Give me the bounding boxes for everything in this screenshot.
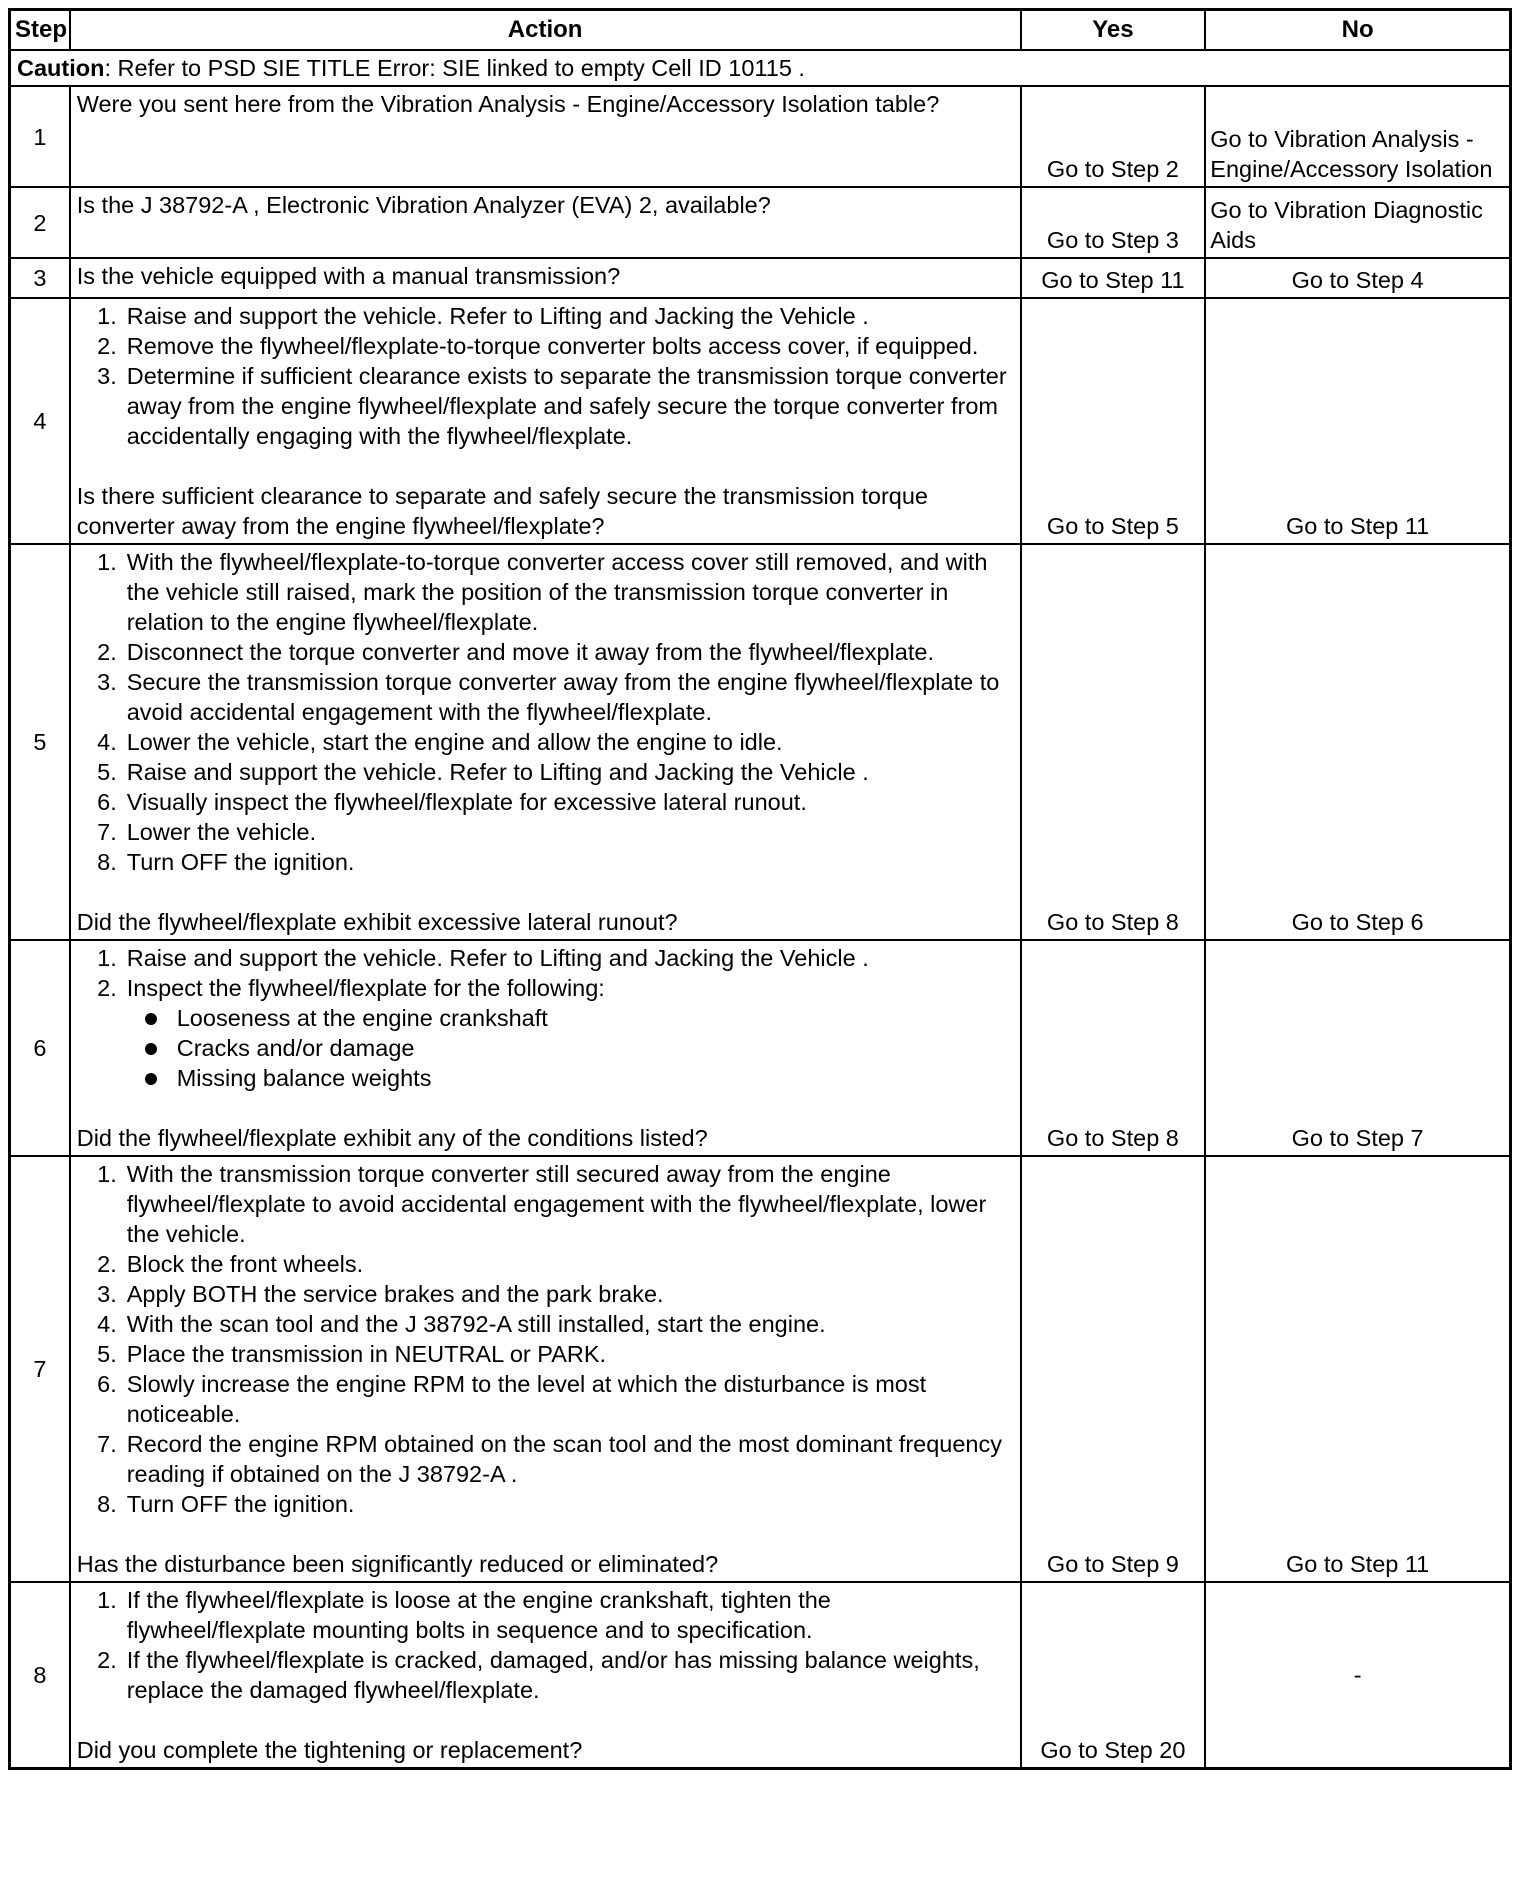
no-cell[interactable]: Go to Step 4 — [1205, 258, 1510, 298]
list-text: Remove the flywheel/flexplate-to-torque converter bolts access cover, if equipped. — [126, 333, 979, 359]
list-item — [77, 973, 1014, 1003]
list-number: 3. — [97, 669, 117, 695]
list-text: Place the transmission in NEUTRAL or PARK. — [126, 1341, 607, 1367]
list-item — [77, 817, 1014, 847]
list-item — [77, 361, 1014, 451]
list-text: Secure the transmission torque converter away from the engine flywheel/flexplate to avoid accidental engagement with the flywheel/flexplate. — [126, 669, 1000, 725]
list-number: 7. — [97, 819, 117, 845]
list-text: Raise and support the vehicle. Refer to Lifting and Jacking the Vehicle . — [126, 945, 869, 971]
list-number: 8. — [97, 849, 117, 875]
header-no: No — [1205, 10, 1510, 51]
list-text: Inspect the flywheel/flexplate for the following: — [126, 975, 605, 1001]
question-text: Did the flywheel/flexplate exhibit any of the conditions listed? — [76, 1125, 708, 1151]
list-number: 8. — [97, 1491, 117, 1517]
yes-cell[interactable]: Go to Step 8 — [1021, 544, 1206, 940]
list-text: Looseness at the engine crankshaft — [176, 1005, 548, 1031]
step-number: 4 — [10, 298, 70, 544]
condition-list — [77, 1003, 1014, 1093]
no-cell[interactable]: Go to Step 7 — [1205, 940, 1510, 1156]
action-cell — [70, 1156, 1021, 1582]
list-text: Lower the vehicle, start the engine and allow the engine to idle. — [126, 729, 783, 755]
action-cell — [70, 187, 1021, 258]
list-number: 5. — [97, 1341, 117, 1367]
no-cell[interactable]: Go to Step 11 — [1205, 298, 1510, 544]
list-text: Missing balance weights — [176, 1065, 432, 1091]
list-text: Lower the vehicle. — [126, 819, 317, 845]
question-text: Is the vehicle equipped with a manual transmission? — [76, 263, 621, 289]
list-text: Apply BOTH the service brakes and the park brake. — [126, 1281, 664, 1307]
bullet-icon — [145, 1043, 157, 1055]
yes-cell[interactable]: Go to Step 8 — [1021, 940, 1206, 1156]
action-cell — [70, 298, 1021, 544]
list-item — [77, 727, 1014, 757]
list-text: If the flywheel/flexplate is loose at the engine crankshaft, tighten the flywheel/flexplate mounting bolts in sequence and to specification. — [126, 1587, 831, 1643]
bullet-icon — [145, 1013, 157, 1025]
list-text: Turn OFF the ignition. — [126, 1491, 355, 1517]
no-cell[interactable]: Go to Vibration Analysis - Engine/Accessory Isolation — [1205, 86, 1510, 187]
question-text: Is there sufficient clearance to separate and safely secure the transmission torque converter away from the engine flywheel/flexplate? — [76, 483, 928, 539]
list-text: Record the engine RPM obtained on the scan tool and the most dominant frequency reading if obtained on the J 38792-A . — [126, 1431, 1003, 1487]
list-text: Cracks and/or damage — [176, 1035, 415, 1061]
list-number: 1. — [97, 549, 117, 575]
list-number: 1. — [97, 303, 117, 329]
caution-cell — [10, 50, 1511, 86]
table-row — [10, 298, 1511, 544]
list-item — [77, 1369, 1014, 1429]
list-item — [77, 1585, 1014, 1645]
list-text: Slowly increase the engine RPM to the level at which the disturbance is most noticeable. — [126, 1371, 927, 1427]
list-number: 4. — [97, 729, 117, 755]
diagnostic-table — [8, 8, 1512, 1770]
yes-cell[interactable]: Go to Step 20 — [1021, 1582, 1206, 1769]
procedure-list — [77, 547, 1014, 877]
list-item — [77, 757, 1014, 787]
list-item — [77, 1159, 1014, 1249]
bullet-icon — [145, 1073, 157, 1085]
no-cell[interactable]: Go to Step 6 — [1205, 544, 1510, 940]
step-number: 3 — [10, 258, 70, 298]
yes-cell[interactable]: Go to Step 5 — [1021, 298, 1206, 544]
no-cell[interactable]: Go to Vibration Diagnostic Aids — [1205, 187, 1510, 258]
table-row — [10, 86, 1511, 187]
question-text: Did you complete the tightening or replacement? — [76, 1737, 583, 1763]
list-text: With the scan tool and the J 38792-A still installed, start the engine. — [126, 1311, 826, 1337]
table-row — [10, 258, 1511, 298]
question-text: Were you sent here from the Vibration Analysis - Engine/Accessory Isolation table? — [76, 91, 940, 117]
list-item — [77, 637, 1014, 667]
list-text: With the transmission torque converter still secured away from the engine flywheel/flexplate to avoid accidental engagement with the flywheel/flexplate, lower the vehicle. — [126, 1161, 987, 1247]
list-item — [77, 1249, 1014, 1279]
list-number: 6. — [97, 1371, 117, 1397]
list-number: 2. — [97, 975, 117, 1001]
list-item — [77, 1645, 1014, 1705]
list-item — [77, 667, 1014, 727]
diagnostic-table-container — [8, 8, 1512, 1770]
list-number: 1. — [97, 945, 117, 971]
caution-text: : Refer to PSD SIE TITLE Error: SIE linked to empty Cell ID 10115 . — [104, 55, 805, 81]
list-item — [77, 331, 1014, 361]
yes-cell[interactable]: Go to Step 2 — [1021, 86, 1206, 187]
list-number: 2. — [97, 1251, 117, 1277]
list-text: Disconnect the torque converter and move it away from the flywheel/flexplate. — [126, 639, 934, 665]
list-text: If the flywheel/flexplate is cracked, damaged, and/or has missing balance weights, replace the damaged flywheel/flexplate. — [126, 1647, 980, 1703]
list-text: Visually inspect the flywheel/flexplate for excessive lateral runout. — [126, 789, 807, 815]
action-cell — [70, 544, 1021, 940]
list-number: 5. — [97, 759, 117, 785]
table-row — [10, 1582, 1511, 1769]
yes-cell[interactable]: Go to Step 3 — [1021, 187, 1206, 258]
list-item — [77, 1003, 1014, 1033]
action-cell — [70, 258, 1021, 298]
list-item — [77, 847, 1014, 877]
header-yes: Yes — [1021, 10, 1206, 51]
header-step: Step — [10, 10, 70, 51]
list-item — [77, 1033, 1014, 1063]
list-number: 3. — [97, 1281, 117, 1307]
procedure-list — [77, 1159, 1014, 1519]
question-text: Is the J 38792-A , Electronic Vibration Analyzer (EVA) 2, available? — [76, 192, 771, 218]
step-number: 2 — [10, 187, 70, 258]
caution-row — [10, 50, 1511, 86]
yes-cell[interactable]: Go to Step 9 — [1021, 1156, 1206, 1582]
question-text: Has the disturbance been significantly reduced or eliminated? — [76, 1551, 719, 1577]
list-item — [77, 547, 1014, 637]
step-number: 1 — [10, 86, 70, 187]
list-number: 2. — [97, 333, 117, 359]
procedure-list — [77, 1585, 1014, 1705]
step-number: 5 — [10, 544, 70, 940]
step-number: 7 — [10, 1156, 70, 1582]
table-row — [10, 544, 1511, 940]
list-item — [77, 1339, 1014, 1369]
list-item — [77, 1279, 1014, 1309]
action-cell — [70, 86, 1021, 187]
list-number: 7. — [97, 1431, 117, 1457]
procedure-list — [77, 301, 1014, 451]
list-number: 4. — [97, 1311, 117, 1337]
list-number: 2. — [97, 639, 117, 665]
table-row — [10, 1156, 1511, 1582]
no-cell: - — [1205, 1582, 1510, 1769]
list-number: 2. — [97, 1647, 117, 1673]
list-number: 3. — [97, 363, 117, 389]
header-row — [10, 10, 1511, 51]
list-text: Determine if sufficient clearance exists to separate the transmission torque converter away from the engine flywheel/flexplate and safely secure the torque converter from accidentally engaging with the flywheel/flexplate. — [126, 363, 1007, 449]
header-action: Action — [70, 10, 1021, 51]
table-row — [10, 940, 1511, 1156]
list-item — [77, 301, 1014, 331]
list-number: 1. — [97, 1161, 117, 1187]
procedure-list — [77, 943, 1014, 1003]
list-item — [77, 943, 1014, 973]
list-number: 1. — [97, 1587, 117, 1613]
no-cell[interactable]: Go to Step 11 — [1205, 1156, 1510, 1582]
list-item — [77, 1429, 1014, 1489]
list-text: Turn OFF the ignition. — [126, 849, 355, 875]
list-item — [77, 1309, 1014, 1339]
question-text: Did the flywheel/flexplate exhibit excessive lateral runout? — [76, 909, 678, 935]
list-item — [77, 1489, 1014, 1519]
list-text: Raise and support the vehicle. Refer to Lifting and Jacking the Vehicle . — [126, 759, 869, 785]
step-number: 6 — [10, 940, 70, 1156]
list-item — [77, 1063, 1014, 1093]
yes-cell[interactable]: Go to Step 11 — [1021, 258, 1206, 298]
list-text: Block the front wheels. — [126, 1251, 364, 1277]
list-text: With the flywheel/flexplate-to-torque converter access cover still removed, and with the vehicle still raised, mark the position of the transmission torque converter in relation to the engine flywheel/flexplate. — [126, 549, 988, 635]
list-number: 6. — [97, 789, 117, 815]
list-text: Raise and support the vehicle. Refer to Lifting and Jacking the Vehicle . — [126, 303, 869, 329]
table-row — [10, 187, 1511, 258]
action-cell — [70, 940, 1021, 1156]
caution-label: Caution — [17, 55, 105, 81]
action-cell — [70, 1582, 1021, 1769]
list-item — [77, 787, 1014, 817]
step-number: 8 — [10, 1582, 70, 1769]
